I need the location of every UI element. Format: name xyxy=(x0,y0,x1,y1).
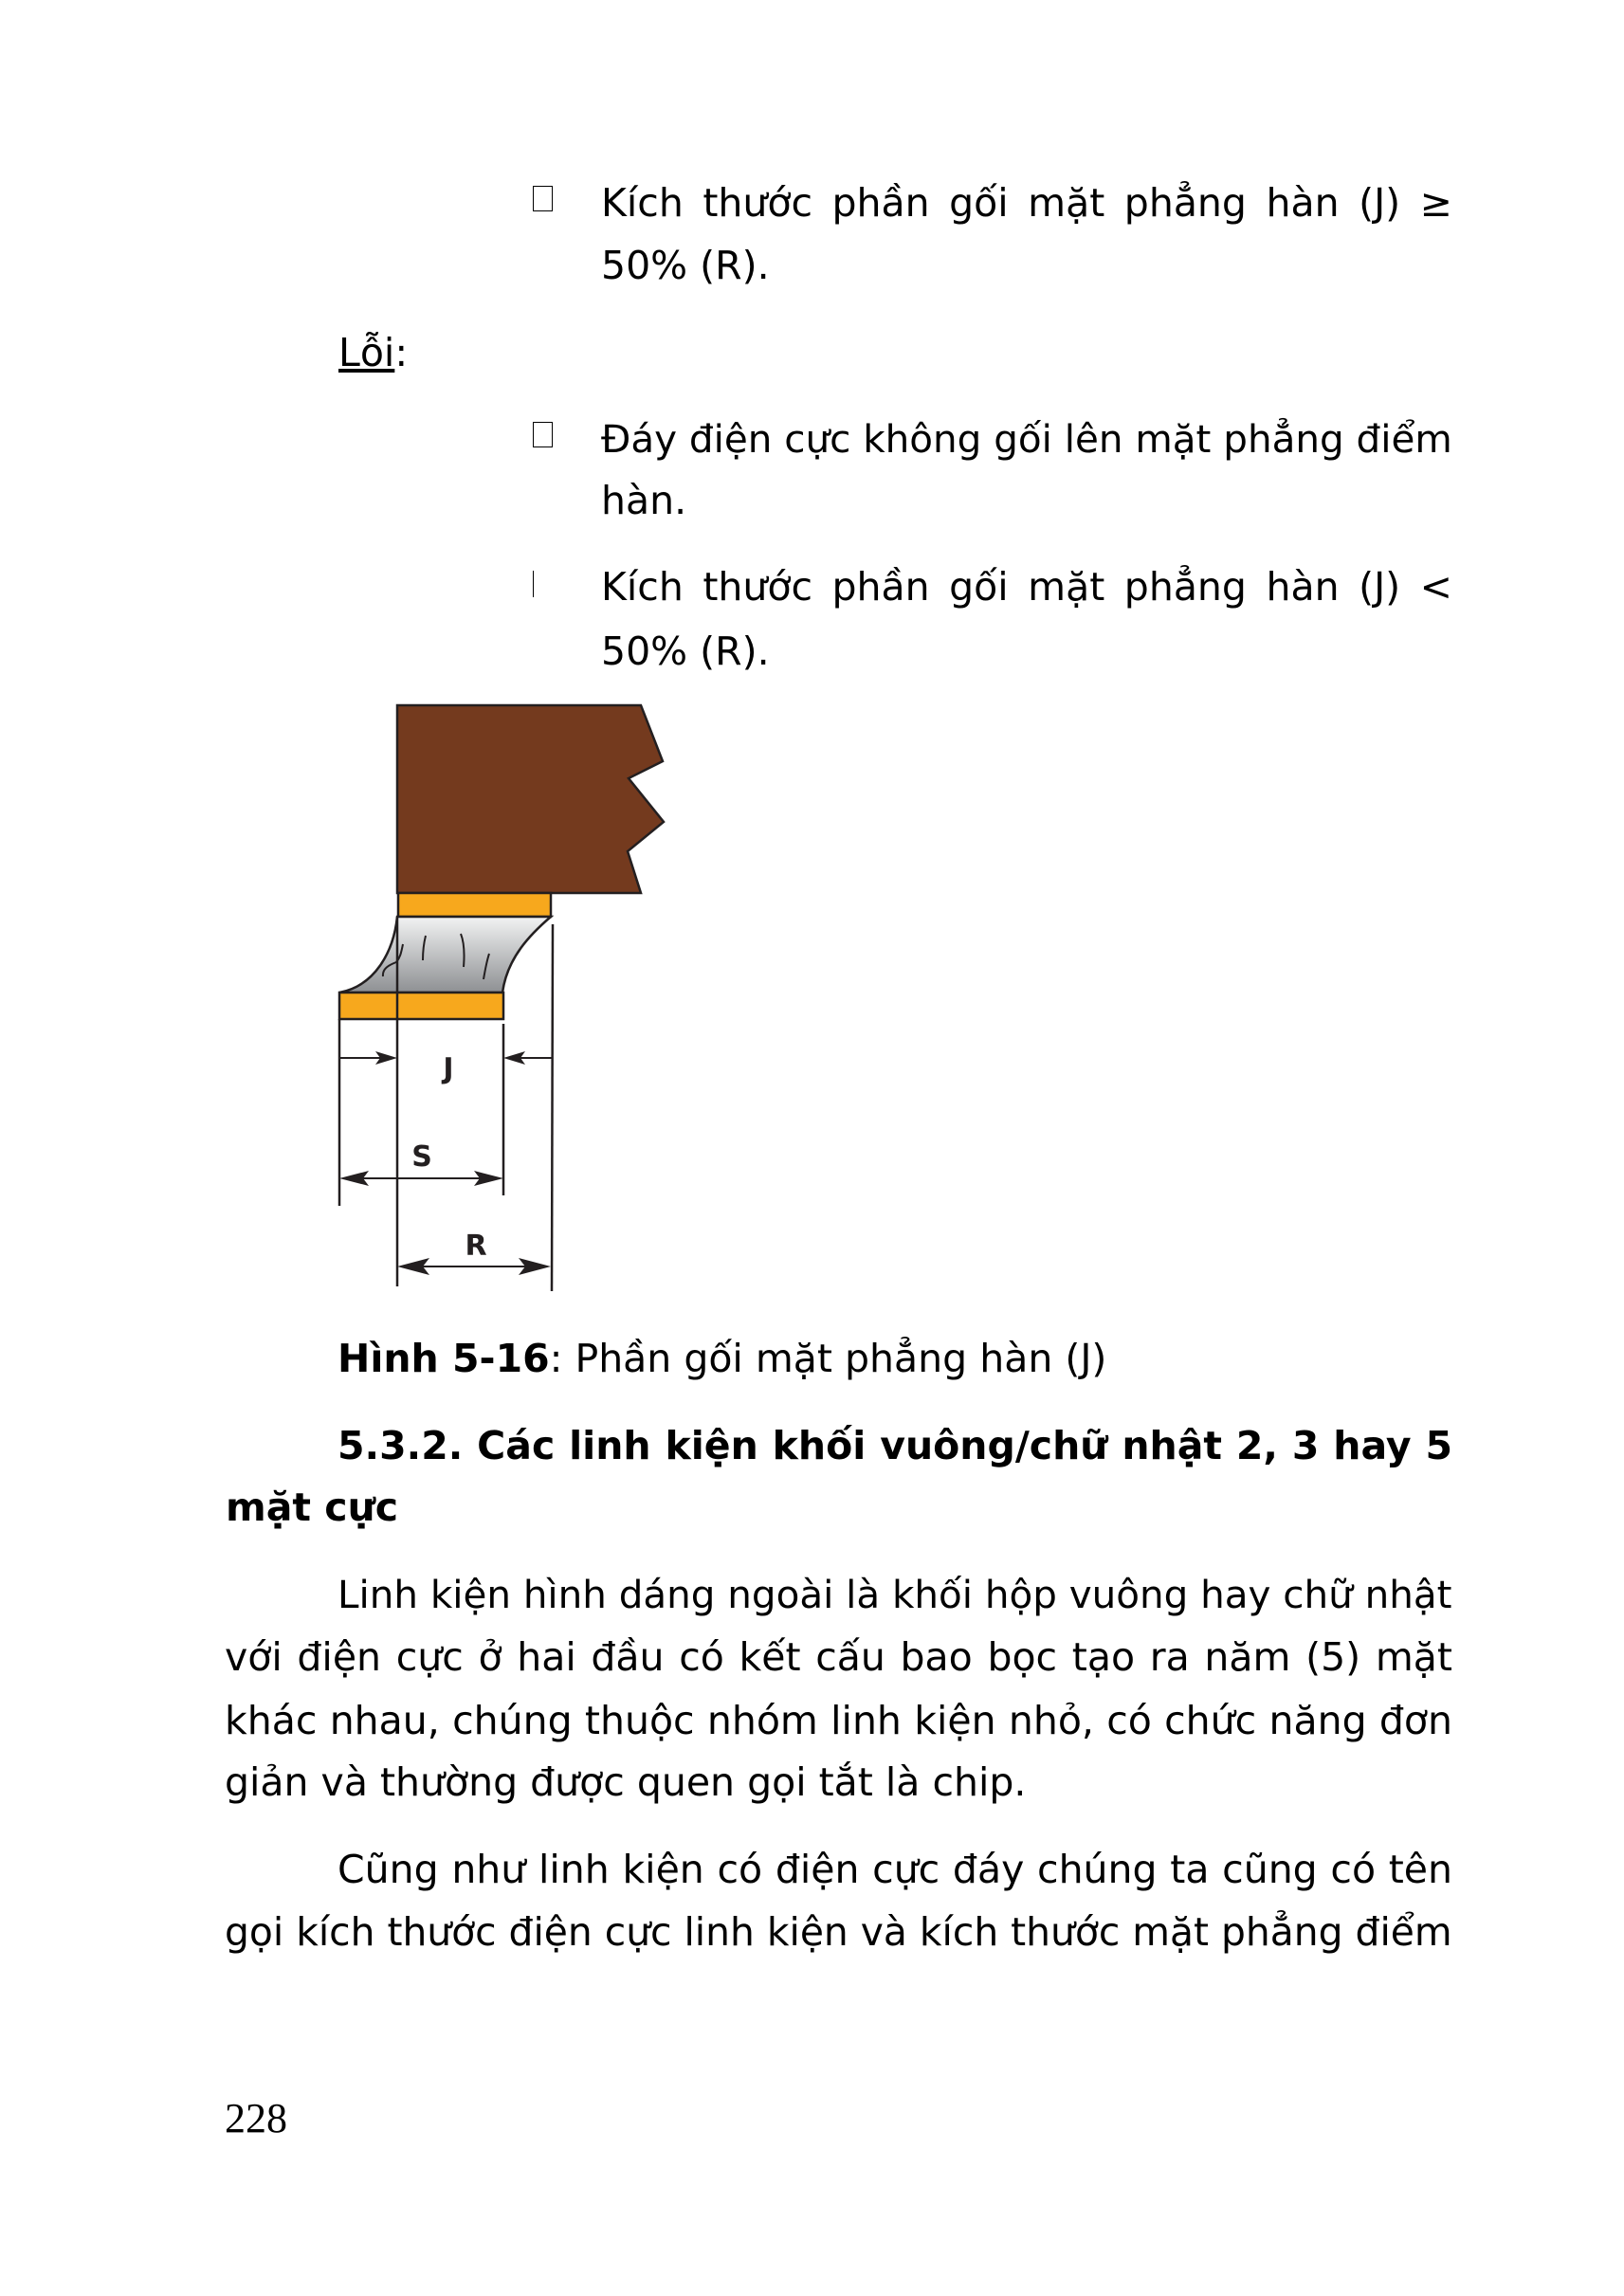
section-heading-line-1-text: 5.3.2. Các linh kiện khối vuông/chữ nhật 2, 3 hay 5 xyxy=(338,1423,1452,1468)
component-electrode-pad xyxy=(398,893,551,917)
defects-heading-colon: : xyxy=(394,330,409,375)
paragraph-1-line-2-text: với điện cực ở hai đầu có kết cấu bao bọc tạo ra năm (5) mặt xyxy=(225,1634,1452,1680)
figure-caption-text: : Phần gối mặt phẳng hàn (J) xyxy=(549,1336,1107,1381)
criteria-bullet-1-line-2: 50% (R). xyxy=(601,243,770,288)
land-pad xyxy=(339,993,503,1019)
dimension-label-j: J xyxy=(443,1052,454,1085)
dimension-label-s: S xyxy=(411,1140,432,1174)
page-number: 228 xyxy=(225,2095,287,2141)
defect-bullet-1-line-2: hàn. xyxy=(601,478,687,523)
component-body xyxy=(397,705,664,893)
figure-caption-label: Hình 5-16 xyxy=(338,1336,550,1381)
paragraph-2-line-1 xyxy=(338,1847,1453,1892)
defects-heading-label: Lỗi xyxy=(338,330,395,375)
paragraph-1-line-3 xyxy=(225,1698,1453,1743)
paragraph-2-line-2-text: gọi kích thước điện cực linh kiện và kích thước mặt phẳng điểm xyxy=(225,1909,1452,1955)
defect-bullet-2-line-2: 50% (R). xyxy=(601,629,770,674)
section-heading-line-1 xyxy=(338,1423,1452,1468)
paragraph-1-line-1 xyxy=(338,1572,1452,1617)
extension-line-component-right xyxy=(552,924,553,1291)
dimension-label-r: R xyxy=(465,1230,487,1263)
paragraph-1-line-2 xyxy=(225,1634,1452,1680)
solder-fillet xyxy=(339,917,551,993)
paragraph-2-line-1-text: Cũng như linh kiện có điện cực đáy chúng ta cũng có tên xyxy=(338,1847,1453,1892)
paragraph-1-line-4: giản và thường được quen gọi tắt là chip. xyxy=(225,1759,1027,1805)
paragraph-2-line-2 xyxy=(225,1909,1452,1955)
paragraph-1-line-1-text: Linh kiện hình dáng ngoài là khối hộp vuông hay chữ nhật xyxy=(338,1572,1452,1617)
section-heading-line-2: mặt cực xyxy=(226,1485,399,1530)
defect-bullet-1-line-1-text: Đáy điện cực không gối lên mặt phẳng điểm xyxy=(601,416,1452,462)
defect-bullet-2-line-1-text: Kích thước phần gối mặt phẳng hàn (J) < xyxy=(601,564,1453,610)
figure-caption xyxy=(338,1336,1107,1381)
criteria-bullet-1-line-1-text: Kích thước phần gối mặt phẳng hàn (J) ≥ xyxy=(601,180,1453,226)
paragraph-1-line-3-text: khác nhau, chúng thuộc nhóm linh kiện nhỏ, có chức năng đơn xyxy=(225,1698,1453,1743)
